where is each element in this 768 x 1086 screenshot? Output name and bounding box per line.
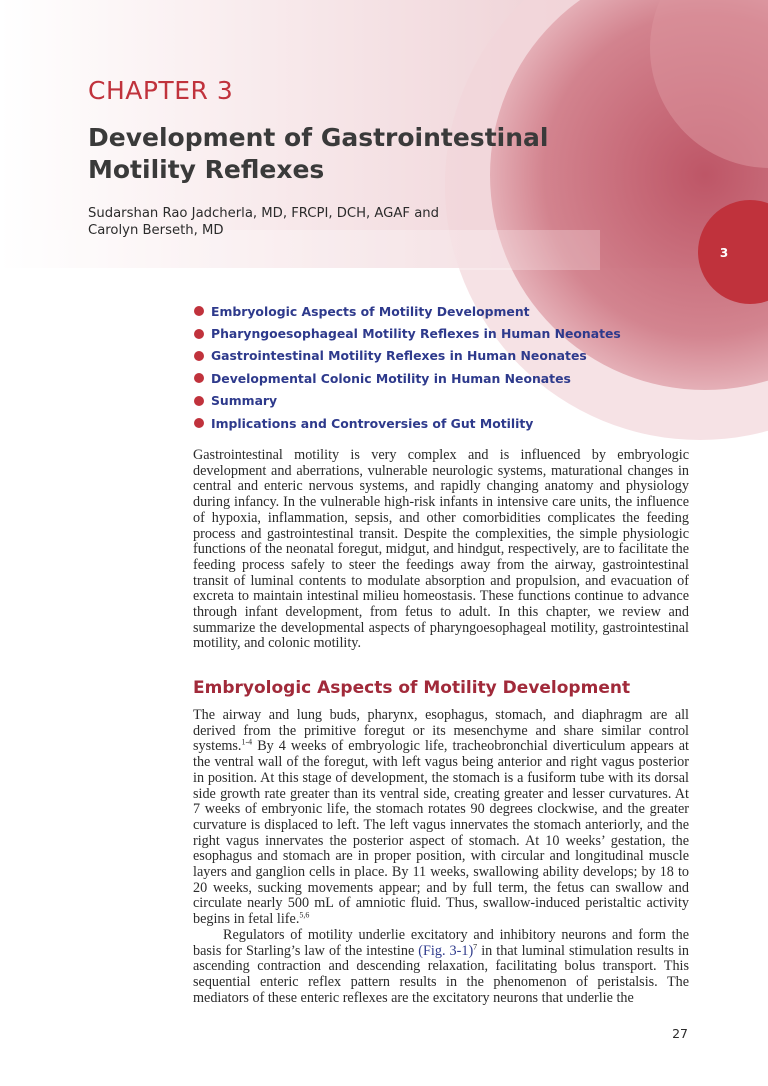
outline-item-label: Summary: [211, 393, 278, 409]
section-body: [193, 708, 689, 1006]
bullet-icon: [194, 351, 204, 361]
section-heading: Embryologic Aspects of Motility Development: [193, 678, 631, 698]
intro-paragraph-block: [193, 448, 689, 652]
outline-item-label: Implications and Controversies of Gut Motility: [211, 415, 534, 431]
citation-superscript[interactable]: 5,6: [299, 910, 310, 920]
outline-item-label: Embryologic Aspects of Motility Development: [211, 303, 530, 319]
citation-superscript[interactable]: 7: [473, 941, 478, 951]
paragraph-text: in that luminal stimulation results in ascending contraction and descending relaxation, facilitating bolus transport. This sequential enteric reflex pattern results in the phenomenon of peristalsis. The mediators of these enteric reflexes are the excitatory neurons that underlie the: [193, 942, 689, 1006]
figure-reference-link[interactable]: (Fig. 3-1): [418, 942, 474, 959]
outline-item[interactable]: [194, 367, 664, 389]
bullet-icon: [194, 418, 204, 428]
chapter-title-line-1: Development of Gastrointestinal: [88, 123, 549, 152]
citation-superscript[interactable]: 1-4: [241, 737, 253, 747]
outline-item-label: Pharyngoesophageal Motility Reflexes in Human Neonates: [211, 326, 621, 342]
section-paragraph-1: [193, 708, 689, 928]
section-paragraph-2: [193, 928, 689, 1007]
bullet-icon: [194, 306, 204, 316]
outline-item[interactable]: [194, 322, 664, 344]
authors-line-2: Carolyn Berseth, MD: [88, 223, 224, 238]
paragraph-text: By 4 weeks of embryologic life, tracheobronchial diverticulum appears at the ventral wall of the foregut, with left vagus being anterior and right vagus posterior in position. At this stage of development, the stomach is a fusiform tube with its dorsal side growth rate greater than its ventral side, creating greater and lesser curvatures. At 7 weeks of embryonic life, the stomach rotates 90 degrees clockwise, and the greater curvature is displaced to left. The left vagus innervates the stomach anteriorly, and the right vagus innervates the posterior aspect of stomach. At 10 weeks’ gestation, the esophagus and stomach are in proper position, with circular and longitudinal muscle layers and ganglion cells in place. By 11 weeks, swallowing ability develops; by 18 to 20 weeks, sucking movements appear; and by full term, the fetus can swallow and circulate nearly 500 mL of amniotic fluid. Thus, swallow-induced peristaltic activity begins in fetal life.: [193, 738, 689, 928]
outline-item[interactable]: [194, 412, 664, 434]
bullet-icon: [194, 396, 204, 406]
outline-item-label: Developmental Colonic Motility in Human Neonates: [211, 370, 571, 386]
authors-line-1: Sudarshan Rao Jadcherla, MD, FRCPI, DCH, AGAF and: [88, 206, 440, 221]
chapter-authors: [88, 205, 508, 239]
chapter-title: [88, 122, 608, 186]
bullet-icon: [194, 373, 204, 383]
outline-item[interactable]: [194, 390, 664, 412]
outline-item[interactable]: [194, 300, 664, 322]
page-number: 27: [672, 1026, 688, 1041]
chapter-title-line-2: Motility Reflexes: [88, 155, 325, 184]
chapter-tab-number: 3: [719, 246, 729, 260]
chapter-label: CHAPTER 3: [88, 76, 234, 105]
outline-item[interactable]: [194, 345, 664, 367]
intro-paragraph: Gastrointestinal motility is very complex and is influenced by embryologic development and aberrations, vulnerable neurologic systems, maturational changes in central and enteric nervous systems, and rapidly changing anatomy and physiology during infancy. In the vulnerable high-risk infants in intensive care units, the influence of hypoxia, inflammation, sepsis, and other comorbidities complicates the feeding process and gastrointestinal transit. Despite the complexities, the simple physiologic functions of the neonatal foregut, midgut, and hindgut, respectively, are to facilitate the feeding process safely to steer the feedings away from the airway, gastrointestinal transit of luminal contents to modulate absorption and propulsion, and evacuation of excreta to maintain intestinal milieu homeostasis. These functions continue to advance through infant development, from fetus to adult. In this chapter, we review and summarize the developmental aspects of pharyngoesophageal motility, gastrointestinal motility, and colonic motility.: [193, 447, 689, 652]
paragraph-text: Regulators of motility underlie excitatory and inhibitory neurons and form the basis for Starling’s law of the intestine: [193, 926, 689, 959]
paragraph-text: The airway and lung buds, pharynx, esophagus, stomach, and diaphragm are all derived from the primitive foregut or its mesenchyme and share similar control systems.: [193, 707, 689, 755]
bullet-icon: [194, 329, 204, 339]
outline-item-label: Gastrointestinal Motility Reflexes in Human Neonates: [211, 348, 587, 364]
chapter-outline: [194, 300, 664, 434]
